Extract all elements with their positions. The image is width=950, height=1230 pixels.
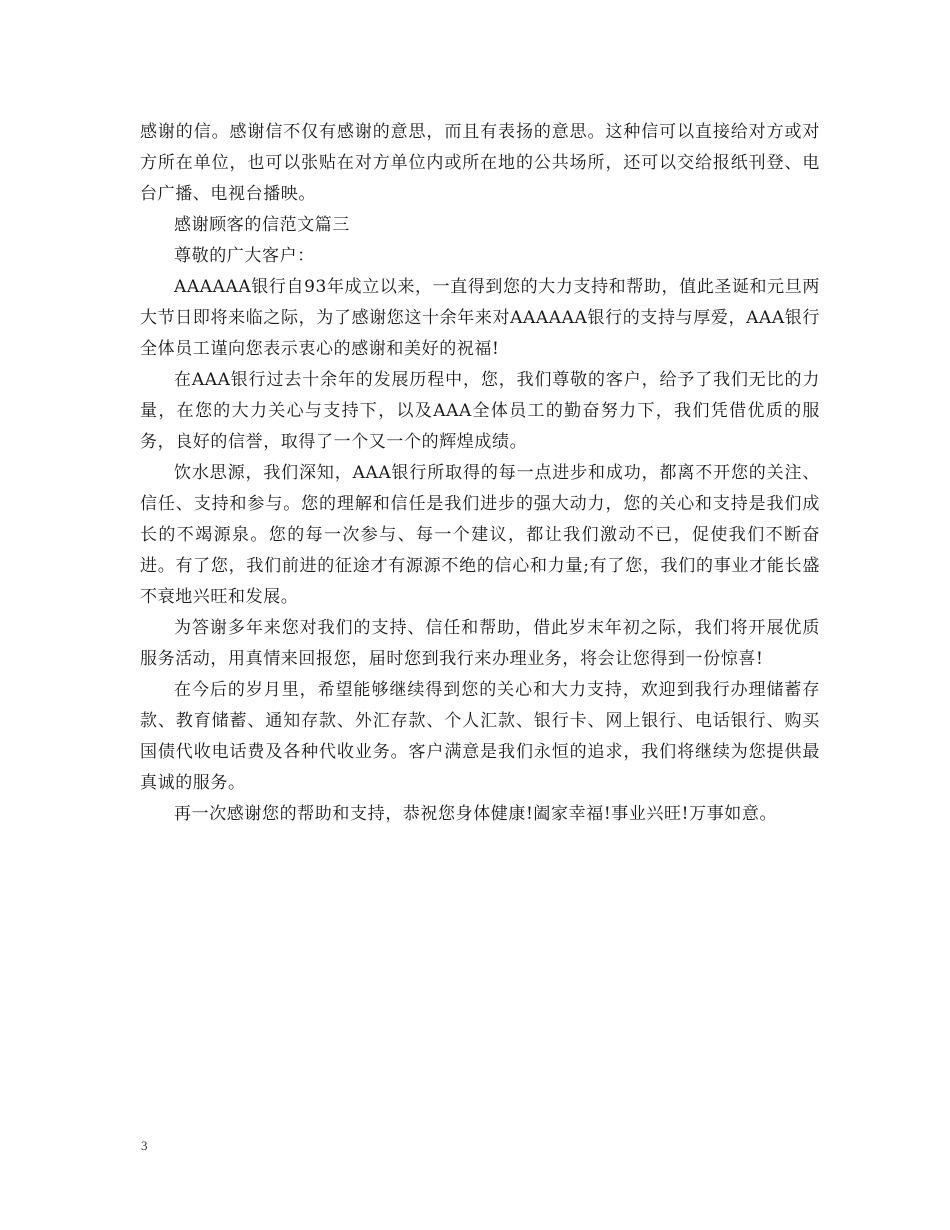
paragraph: 在今后的岁月里，希望能够继续得到您的关心和大力支持，欢迎到我行办理储蓄存款、教育储蓄、通知存款、外汇存款、个人汇款、银行卡、网上银行、电话银行、购买国债代收电话费及各种代收业务。客户满意是我们永恒的追求，我们将继续为您提供最真诚的服务。 xyxy=(140,680,820,793)
salutation: 尊敬的广大客户： xyxy=(174,246,315,266)
paragraph-intro: 感谢的信。感谢信不仅有感谢的意思，而且有表扬的意思。这种信可以直接给对方或对方所在单位，也可以张贴在对方单位内或所在地的公共场所，还可以交给报纸刊登、电台广播、电视台播映。 xyxy=(140,122,820,204)
paragraph: AAAAAA银行自93年成立以来，一直得到您的大力支持和帮助，值此圣诞和元旦两大节日即将来临之际，为了感谢您这十余年来对AAAAAA银行的支持与厚爱，AAA银行全体员工谨向您表示衷心的感谢和美好的祝福! xyxy=(140,277,820,359)
closing-paragraph: 再一次感谢您的帮助和支持，恭祝您身体健康!阖家幸福!事业兴旺!万事如意。 xyxy=(174,804,778,824)
paragraph: 在AAA银行过去十余年的发展历程中，您，我们尊敬的客户，给予了我们无比的力量，在您的大力关心与支持下，以及AAA全体员工的勤奋努力下，我们凭借优质的服务，良好的信誉，取得了一个又一个的辉煌成绩。 xyxy=(140,370,820,452)
paragraph: 饮水思源，我们深知，AAA银行所取得的每一点进步和成功，都离不开您的关注、信任、支持和参与。您的理解和信任是我们进步的强大动力，您的关心和支持是我们成长的不竭源泉。您的每一次参与、每一个建议，都让我们激动不已，促使我们不断奋进。有了您，我们前进的征途才有源源不绝的信心和力量;有了您，我们的事业才能长盛不衰地兴旺和发展。 xyxy=(140,463,820,607)
paragraph: 为答谢多年来您对我们的支持、信任和帮助，借此岁末年初之际，我们将开展优质服务活动，用真情来回报您，届时您到我行来办理业务，将会让您得到一份惊喜! xyxy=(140,618,820,669)
letter-body xyxy=(140,117,820,830)
section-heading: 感谢顾客的信范文篇三 xyxy=(174,215,350,235)
page-number: 3 xyxy=(141,1138,148,1153)
